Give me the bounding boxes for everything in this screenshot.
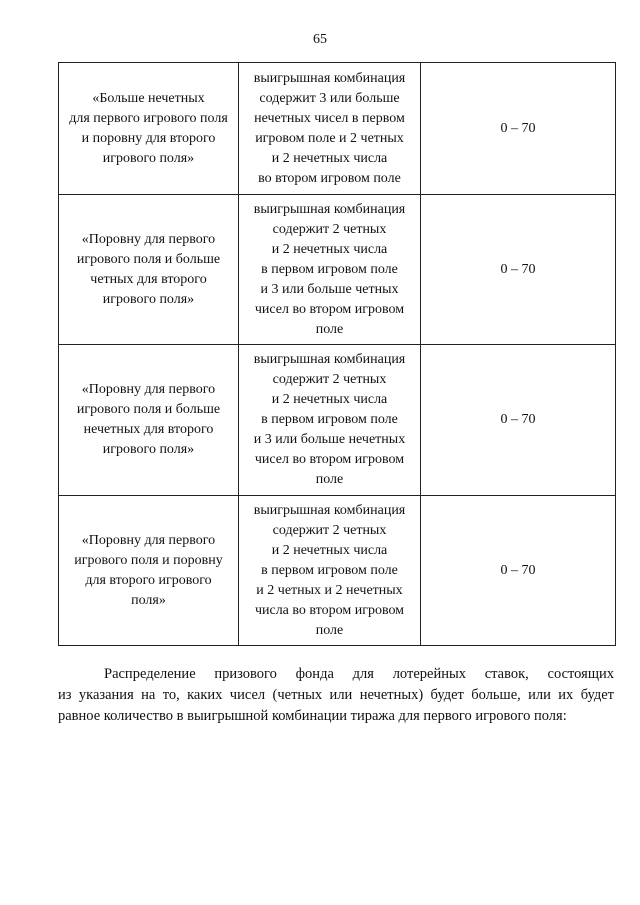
cell-line: и 2 нечетных числа <box>271 150 388 166</box>
cell-line: в первом игровом поле <box>261 412 398 427</box>
cell-line: выигрышная комбинация <box>253 70 406 86</box>
cell-line: поля» <box>131 592 166 608</box>
cell-line: чисел во втором игровом <box>254 301 405 317</box>
cell-line: поле <box>315 472 344 487</box>
cell-line: поле <box>315 321 344 337</box>
table-row <box>59 63 616 195</box>
paragraph-line: Распределение призового фонда для лотерейных ставок, состоящих <box>104 666 614 682</box>
cell-line: игровом поле и 2 четных <box>255 130 404 146</box>
bet-type-cell <box>59 63 239 195</box>
winning-condition-cell <box>239 195 421 345</box>
cell-line: содержит 2 четных <box>272 221 387 237</box>
cell-line: «Больше нечетных <box>92 90 205 106</box>
cell-line: содержит 3 или больше <box>259 90 400 106</box>
table-row <box>59 496 616 646</box>
cell-line: в первом игровом поле <box>261 261 398 277</box>
cell-line: чисел во втором игровом <box>254 452 405 467</box>
cell-line: числа во втором игровом <box>254 602 405 618</box>
prize-distribution-paragraph <box>58 664 614 727</box>
bet-type-cell <box>59 195 239 345</box>
prize-range-cell: 0 – 70 <box>421 195 616 345</box>
prize-rules-table <box>58 62 616 646</box>
winning-condition-cell <box>239 345 421 496</box>
cell-line: игрового поля и поровну <box>74 552 223 568</box>
cell-line: содержит 2 четных <box>272 522 387 538</box>
cell-line: «Поровну для первого <box>81 231 216 247</box>
cell-line: выигрышная комбинация <box>253 201 406 217</box>
cell-line: для второго игрового <box>85 572 212 588</box>
cell-line: игрового поля» <box>102 150 195 166</box>
cell-line: игрового поля и больше <box>76 251 221 267</box>
cell-line: нечетных чисел в первом <box>254 110 405 126</box>
cell-line: нечетных для второго <box>83 422 214 437</box>
cell-line: «Поровну для первого <box>81 382 216 397</box>
cell-line: в первом игровом поле <box>261 562 398 578</box>
cell-line: игрового поля» <box>102 291 195 307</box>
cell-line: поле <box>315 622 344 638</box>
prize-range-cell: 0 – 70 <box>421 63 616 195</box>
cell-line: и 3 или больше четных <box>260 281 399 297</box>
cell-line: и 2 нечетных числа <box>271 241 388 257</box>
table-row <box>59 195 616 345</box>
cell-line: во втором игровом поле <box>258 170 401 186</box>
cell-line: игрового поля и больше <box>76 402 221 417</box>
cell-line: содержит 2 четных <box>272 372 387 387</box>
cell-line: игрового поля» <box>102 442 195 457</box>
cell-line: для первого игрового поля <box>69 110 228 126</box>
prize-range-cell: 0 – 70 <box>421 496 616 646</box>
bet-type-cell <box>59 496 239 646</box>
paragraph-line: из указания на то, каких чисел (четных или нечетных) будет больше, или их будет <box>58 687 614 703</box>
prize-range-cell: 0 – 70 <box>421 345 616 496</box>
winning-condition-cell <box>239 63 421 195</box>
cell-line: и 2 нечетных числа <box>271 392 388 407</box>
cell-line: выигрышная комбинация <box>253 352 406 367</box>
bet-type-cell <box>59 345 239 496</box>
cell-line: «Поровну для первого <box>81 532 216 548</box>
table-row <box>59 345 616 496</box>
winning-condition-cell <box>239 496 421 646</box>
page-number: 65 <box>313 32 327 47</box>
cell-line: выигрышная комбинация <box>253 502 406 518</box>
cell-line: и поровну для второго <box>81 130 216 146</box>
cell-line: и 3 или больше нечетных <box>253 432 406 447</box>
cell-line: четных для второго <box>90 271 207 287</box>
cell-line: и 2 четных и 2 нечетных <box>256 582 403 598</box>
cell-line: и 2 нечетных числа <box>271 542 388 558</box>
paragraph-line: равное количество в выигрышной комбинации тиража для первого игрового поля: <box>58 708 567 724</box>
